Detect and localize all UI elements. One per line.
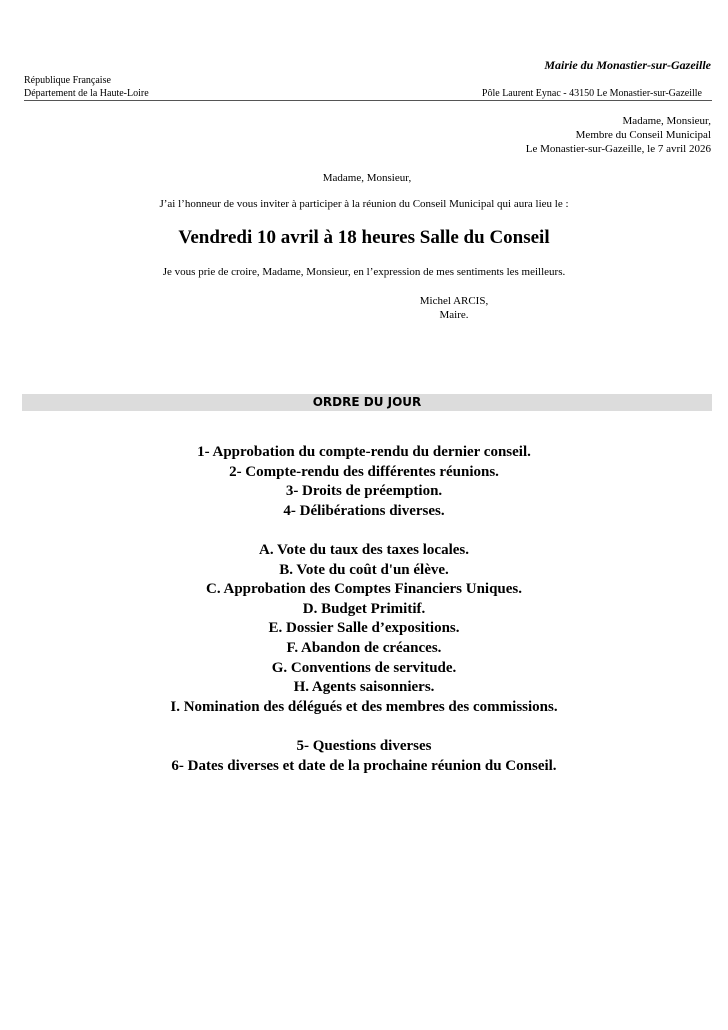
deliberation-item: I. Nomination des délégués et des membres des commissions.	[170, 698, 558, 715]
closing-text: Je vous prie de croire, Madame, Monsieur, en l’expression de mes sentiments les meilleurs.	[162, 266, 566, 278]
meeting-date: Vendredi 10 avril à 18 heures Salle du Conseil	[178, 227, 550, 248]
recipient-block	[526, 114, 711, 156]
recipient-line: Membre du Conseil Municipal	[575, 129, 711, 141]
place-date: Le Monastier-sur-Gazeille, le 7 avril 2026	[525, 143, 711, 155]
header-left	[24, 74, 149, 100]
deliberation-item: A. Vote du taux des taxes locales.	[258, 542, 469, 558]
signature	[380, 294, 528, 322]
header-divider	[24, 100, 712, 101]
agenda-item: 5- Questions diverses	[296, 738, 432, 754]
deliberation-item: G. Conventions de servitude.	[271, 659, 457, 676]
mairie-title: Mairie du Monastier-sur-Gazeille	[544, 58, 711, 72]
agenda-items	[0, 443, 728, 521]
republique-label: République Française	[24, 75, 111, 86]
final-agenda-items	[0, 737, 728, 776]
agenda-item: 2- Compte-rendu des différentes réunions.	[229, 463, 499, 480]
agenda-item: 4- Délibérations diverses.	[283, 502, 445, 519]
invitation-text: J’ai l’honneur de vous inviter à participer à la réunion du Conseil Municipal qui aura lieu le :	[159, 198, 569, 210]
deliberation-item: F. Abandon de créances.	[286, 639, 442, 656]
deliberation-item: E. Dossier Salle d’expositions.	[268, 620, 460, 637]
deliberation-item: C. Approbation des Comptes Financiers Uniques.	[205, 581, 523, 598]
deliberation-item: B. Vote du coût d'un élève.	[279, 561, 449, 578]
agenda-item: 6- Dates diverses et date de la prochaine réunion du Conseil.	[171, 757, 557, 774]
recipient-line: Madame, Monsieur,	[622, 115, 711, 127]
deliberation-item: D. Budget Primitif.	[302, 600, 426, 617]
agenda-item: 3- Droits de préemption.	[285, 483, 443, 500]
deliberations-list	[0, 541, 728, 717]
agenda-title: ORDRE DU JOUR	[22, 394, 712, 411]
signature-name: Michel ARCIS,	[419, 295, 489, 307]
agenda-item: 1- Approbation du compte-rendu du dernier conseil.	[197, 444, 531, 460]
header-address: Pôle Laurent Eynac - 43150 Le Monastier-sur-Gazeille	[481, 88, 702, 99]
signature-title: Maire.	[439, 309, 469, 321]
deliberation-item: H. Agents saisonniers.	[293, 679, 435, 696]
departement-label: Département de la Haute-Loire	[24, 88, 149, 99]
salutation: Madame, Monsieur,	[322, 172, 412, 184]
